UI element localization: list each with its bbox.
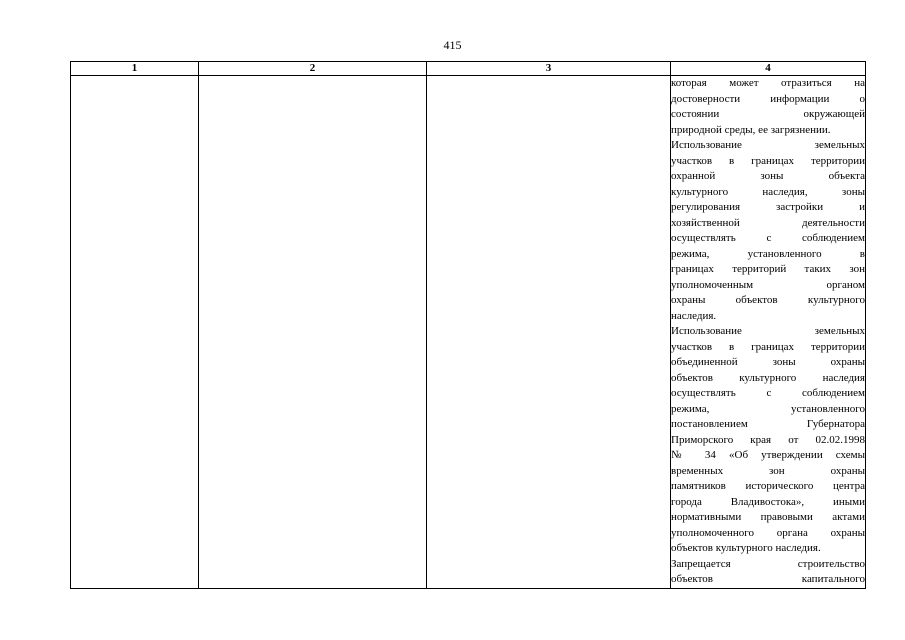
text-line: Использование земельных — [671, 139, 865, 151]
text-line: объединенной зоны охраны — [671, 356, 865, 368]
text-line: охранной зоны объекта — [671, 170, 865, 182]
column-header-2: 2 — [199, 62, 427, 76]
column-2-cell — [199, 76, 427, 589]
text-line: № 34 «Об утверждении схемы — [671, 449, 865, 461]
document-table — [70, 61, 866, 589]
table-header-row — [71, 62, 866, 76]
text-line: наследия. — [671, 309, 717, 322]
column-3-cell — [427, 76, 671, 589]
column-4-paragraph — [671, 324, 865, 557]
text-line: осуществлять с соблюдением — [671, 232, 865, 244]
column-4-text — [671, 76, 865, 588]
column-4-cell — [671, 76, 866, 589]
text-line: природной среды, ее загрязнении. — [671, 123, 831, 136]
text-line: Использование земельных — [671, 325, 865, 337]
text-line: Приморского края от 02.02.1998 — [671, 433, 865, 446]
column-4-paragraph — [671, 138, 865, 324]
text-line: которая может отразиться на — [671, 77, 865, 89]
text-line: уполномоченным органом — [671, 278, 865, 291]
column-4-paragraph — [671, 76, 865, 138]
text-line: осуществлять с соблюдением — [671, 387, 865, 399]
text-line: режима, установленного в — [671, 247, 865, 260]
text-line: культурного наследия, зоны — [671, 185, 865, 198]
text-line: хозяйственной деятельности — [671, 216, 865, 229]
text-line: регулирования застройки и — [671, 201, 865, 213]
text-line: уполномоченного органа охраны — [671, 526, 865, 539]
text-line: объектов культурного наследия. — [671, 542, 821, 554]
column-4-paragraph — [671, 557, 865, 588]
text-line: города Владивостока», иными — [671, 495, 865, 508]
text-line: участков в границах территории — [671, 340, 865, 353]
text-line: режима, установленного — [671, 402, 865, 415]
text-line: состоянии окружающей — [671, 108, 865, 120]
text-line: границах территорий таких зон — [671, 263, 865, 275]
text-line: памятников исторического центра — [671, 480, 865, 492]
text-line: нормативными правовыми актами — [671, 511, 865, 523]
text-line: объектов капитального — [671, 573, 865, 585]
text-line: временных зон охраны — [671, 464, 865, 477]
text-line: Запрещается строительство — [671, 557, 865, 570]
text-line: объектов культурного наследия — [671, 371, 865, 384]
text-line: охраны объектов культурного — [671, 294, 865, 306]
table-row — [71, 76, 866, 589]
page-number: 415 — [443, 38, 462, 52]
column-1-cell — [71, 76, 199, 589]
text-line: участков в границах территории — [671, 154, 865, 167]
column-header-1: 1 — [71, 62, 199, 76]
text-line: достоверности информации о — [671, 92, 865, 105]
column-header-4: 4 — [671, 62, 866, 76]
text-line: постановлением Губернатора — [671, 418, 865, 430]
column-header-3: 3 — [427, 62, 671, 76]
